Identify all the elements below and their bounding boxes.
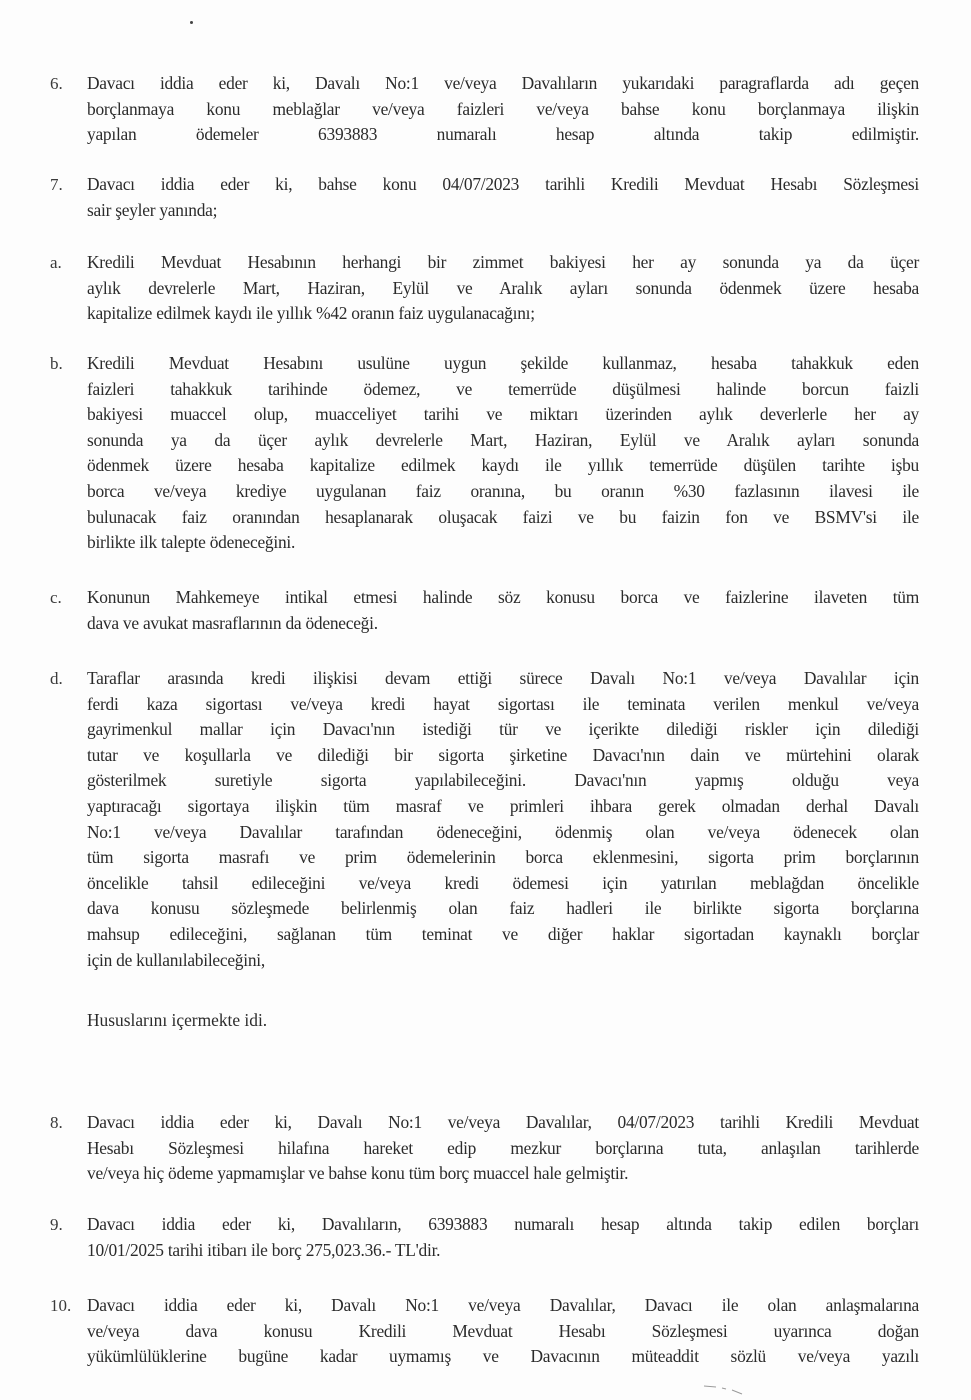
paragraph-number: 8. bbox=[50, 1113, 63, 1132]
paragraph-text bbox=[87, 172, 919, 223]
paragraph-letter: a. bbox=[50, 253, 62, 272]
text-line: Davacı iddia eder ki, Davalıların, 6393883 numaralı hesap altında takip edilen borçları bbox=[87, 1214, 919, 1234]
text-line: kapitalize edilmek kaydı ile yıllık %42 oranın faiz uygulanacağını; bbox=[87, 303, 535, 324]
paragraph-9 bbox=[50, 1212, 920, 1263]
text-line: gayrimenkul mallar için Davacı'nın istediği tür ve içerikte dilediği riskler için dilediği bbox=[87, 719, 919, 740]
paragraph-number: 9. bbox=[50, 1215, 63, 1234]
text-line: Davacı iddia eder ki, Davalı No:1 ve/veya Davalılar, 04/07/2023 tarihli Kredili Mevduat bbox=[87, 1112, 919, 1132]
text-line: Kredili Mevduat Hesabının herhangi bir zimmet bakiyesi her ay sonunda ya da üçer bbox=[87, 252, 919, 272]
text-line: faizleri tahakkuk tarihinde ödemez, ve temerrüde düşülmesi halinde borcun faizli bbox=[87, 378, 919, 399]
text-line: ve/veya dava konusu Kredili Mevduat Hesabı Sözleşmesi uyarınca doğan bbox=[87, 1320, 919, 1341]
text-line: öncelikle tahsil edileceğini ve/veya kredi ödemesi için yatırılan meblağdan öncelikle bbox=[87, 872, 919, 893]
paragraph-text bbox=[87, 351, 919, 556]
text-line: ve/veya hiç ödeme yapmamışlar ve bahse konu tüm borç muaccel hale gelmiştir. bbox=[87, 1163, 629, 1184]
paragraph-letter: c. bbox=[50, 588, 62, 607]
paragraph-6 bbox=[50, 71, 920, 148]
paragraph-c bbox=[50, 585, 920, 636]
paragraph-7 bbox=[50, 172, 920, 223]
text-line: 10/01/2025 tarihi itibarı ile borç 275,023.36.- TL'dir. bbox=[87, 1239, 441, 1260]
text-line: No:1 ve/veya Davalılar tarafından ödeneceğini, ödenmiş olan ve/veya ödenecek olan bbox=[87, 821, 919, 842]
text-line: bulunacak faiz oranından hesaplanarak oluşacak faizi ve bu faizin fon ve BSMV'si ile bbox=[87, 506, 919, 527]
text-line: yapılan ödemeler 6393883 numaralı hesap altında takip edilmiştir. bbox=[87, 124, 919, 145]
text-line: borca ve/veya krediye uygulanan faiz oranına, bu oranın %30 fazlasının ilavesi ile bbox=[87, 480, 919, 501]
paragraph-number: 10. bbox=[50, 1296, 72, 1315]
text-line: tüm sigorta masrafı ve prim ödemelerinin borca eklenmesini, sigorta prim borçlarının bbox=[87, 847, 919, 868]
text-line: yaptıracağı sigortaya ilişkin tüm masraf ve primleri ihbara gerek olmadan derhal Davalı bbox=[87, 795, 919, 816]
paragraph-8 bbox=[50, 1110, 920, 1187]
paragraph-number: 6. bbox=[50, 74, 63, 93]
text-line: Kredili Mevduat Hesabını usulüne uygun şekilde kullanmaz, hesaba tahakkuk eden bbox=[87, 353, 919, 373]
text-line: Konunun Mahkemeye intikal etmesi halinde söz konusu borca ve faizlerine ilaveten tüm bbox=[87, 587, 919, 607]
text-line: yükümlülüklerine bugüne kadar uymamış ve Davacının müteaddit sözlü ve/veya yazılı bbox=[87, 1346, 919, 1367]
text-line: ferdi kaza sigortası ve/veya kredi hayat sigortası ile teminata verilen menkul ve/veya bbox=[87, 693, 919, 714]
paragraph-letter: b. bbox=[50, 354, 63, 373]
text-line: tutar ve koşullarla ve dilediği bir sigorta şirketine Davacı'nın dain ve mürtehini olarak bbox=[87, 744, 919, 765]
paragraph-text bbox=[87, 585, 919, 636]
text-line: ödenmek üzere hesaba kapitalize edilmek kaydı ile yıllık temerrüde düşülen tarihte işbu bbox=[87, 455, 919, 476]
paragraph-text bbox=[87, 71, 919, 148]
paragraph-text bbox=[87, 1212, 919, 1263]
text-line: mahsup edileceğini, sağlanan tüm teminat ve diğer haklar sigortadan kaynaklı borçlar bbox=[87, 923, 919, 944]
text-line: sair şeyler yanında; bbox=[87, 199, 218, 220]
closing-sentence: Hususlarını içermekte idi. bbox=[87, 1010, 268, 1030]
paragraph-text bbox=[87, 666, 919, 973]
paragraph-number: 7. bbox=[50, 175, 63, 194]
paragraph-d bbox=[50, 666, 920, 973]
text-line: dava ve avukat masraflarının da ödeneceği. bbox=[87, 612, 378, 633]
paragraph-text bbox=[87, 1110, 919, 1187]
text-line: gösterilmek suretiyle sigorta yapılabileceğini. Davacı'nın yapmış olduğu veya bbox=[87, 770, 919, 791]
paragraph-letter: d. bbox=[50, 669, 63, 688]
paragraph-b bbox=[50, 351, 920, 556]
text-line: Taraflar arasında kredi ilişkisi devam ettiği sürece Davalı No:1 ve/veya Davalılar için bbox=[87, 668, 919, 688]
text-line: Davacı iddia eder ki, bahse konu 04/07/2023 tarihli Kredili Mevduat Hesabı Sözleşmesi bbox=[87, 174, 919, 194]
paragraph-text bbox=[87, 1293, 919, 1370]
paragraph-text bbox=[87, 250, 919, 327]
text-line: bakiyesi muaccel olup, muacceliyet tarihi ve miktarı üzerinden aylık deverlerle her ay bbox=[87, 404, 919, 425]
text-line: Davacı iddia eder ki, Davalı No:1 ve/veya Davalıların yukarıdaki paragraflarda adı geçen bbox=[87, 73, 919, 93]
text-line: borçlanmaya konu meblağlar ve/veya faizleri ve/veya bahse konu borçlanmaya ilişkin bbox=[87, 98, 919, 119]
scan-smudge bbox=[702, 1383, 762, 1395]
text-line: birlikte ilk talepte ödeneceğini. bbox=[87, 532, 296, 553]
text-line: için de kullanılabileceğini, bbox=[87, 949, 265, 970]
text-line: Hesabı Sözleşmesi hilafına hareket edip mezkur borçlarına tuta, anlaşılan tarihlerde bbox=[87, 1137, 919, 1158]
paragraph-10 bbox=[50, 1293, 920, 1370]
scan-speck bbox=[190, 21, 193, 24]
text-line: dava konusu sözleşmede belirlenmiş olan faiz hadleri ile birlikte sigorta borçlarına bbox=[87, 898, 919, 919]
paragraph-a bbox=[50, 250, 920, 327]
text-line: Davacı iddia eder ki, Davalı No:1 ve/veya Davalılar, Davacı ile olan anlaşmalarına bbox=[87, 1295, 919, 1315]
text-line: sonunda ya da üçer aylık devrelerle Mart, Haziran, Eylül ve Aralık ayları sonunda bbox=[87, 429, 919, 450]
text-line: aylık devrelerle Mart, Haziran, Eylül ve Aralık ayları sonunda ödenmek üzere hesaba bbox=[87, 277, 919, 298]
